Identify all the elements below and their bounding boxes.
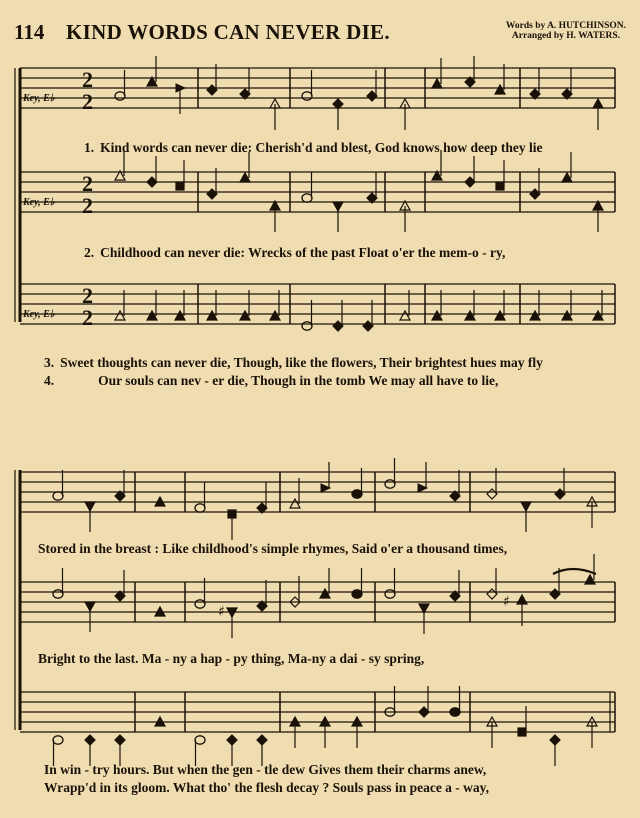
key-label: Key, E♭ [23, 309, 55, 320]
note-head [385, 480, 395, 488]
lyric-line-6 [38, 651, 424, 667]
verse-text: Stored in the breast : Like childhood's simple rhymes, Said o'er a thousand times, [38, 541, 508, 556]
note-head [302, 194, 312, 202]
note-head [53, 736, 63, 744]
note-head [352, 490, 362, 498]
verse-text: In win - try hours. But when the gen - tle dew Gives them their charms anew, [44, 762, 487, 777]
key-label: Key, E♭ [23, 197, 55, 208]
time-signature-bottom: 2 [82, 305, 93, 330]
note-head [53, 590, 63, 598]
page-number: 114 [14, 20, 45, 44]
words-credit: Words by A. HUTCHINSON. [505, 21, 626, 31]
time-signature-top: 2 [82, 171, 93, 196]
verse-text: Wrapp'd in its gloom. What tho' the flesh decay ? Souls pass in peace a - way, [44, 780, 490, 795]
note-head [450, 708, 460, 716]
note-head [195, 736, 205, 744]
arranged-credit: Arranged by H. WATERS. [511, 31, 621, 41]
note-head [195, 504, 205, 512]
lyric-line-7 [44, 762, 486, 778]
note-head [352, 590, 362, 598]
note-head [518, 728, 526, 736]
time-signature-top: 2 [82, 283, 93, 308]
verse-text: Bright to the last. Ma - ny a hap - py thing, Ma-ny a dai - sy spring, [38, 651, 425, 666]
note-head [302, 322, 312, 330]
sharp-icon: ♯ [503, 594, 510, 610]
note-head [496, 182, 504, 190]
sharp-icon: ♯ [218, 604, 225, 620]
time-signature-top: 2 [82, 67, 93, 92]
verse-number: 2. [84, 245, 95, 260]
lyric-verse-2 [84, 245, 505, 261]
verse-number: 1. [84, 140, 95, 155]
lyric-line-8 [44, 780, 489, 796]
lyric-verse-1 [84, 140, 542, 156]
lyric-line-5 [38, 541, 507, 557]
verse-number: 4. [44, 373, 55, 388]
verse-text: Sweet thoughts can never die, Though, like the flowers, Their brightest hues may fly [60, 355, 543, 370]
note-head [115, 92, 125, 100]
time-signature-bottom: 2 [82, 89, 93, 114]
verse-text: Kind words can never die: Cherish'd and blest, God knows how deep they lie [100, 140, 543, 155]
note-head [195, 600, 205, 608]
lyric-verse-3 [44, 355, 543, 371]
note-head [53, 492, 63, 500]
note-head [176, 182, 184, 190]
verse-text: Our souls can nev - er die, Though in the tomb We may all have to lie, [98, 373, 499, 388]
note-head [302, 92, 312, 100]
verse-text: Childhood can never die: Wrecks of the past Float o'er the mem-o - ry, [100, 245, 506, 260]
key-label: Key, E♭ [23, 93, 55, 104]
note-head [385, 590, 395, 598]
song-title: KIND WORDS CAN NEVER DIE. [66, 20, 390, 44]
lyric-verse-4 [44, 373, 498, 389]
verse-number: 3. [44, 355, 55, 370]
time-signature-bottom: 2 [82, 193, 93, 218]
